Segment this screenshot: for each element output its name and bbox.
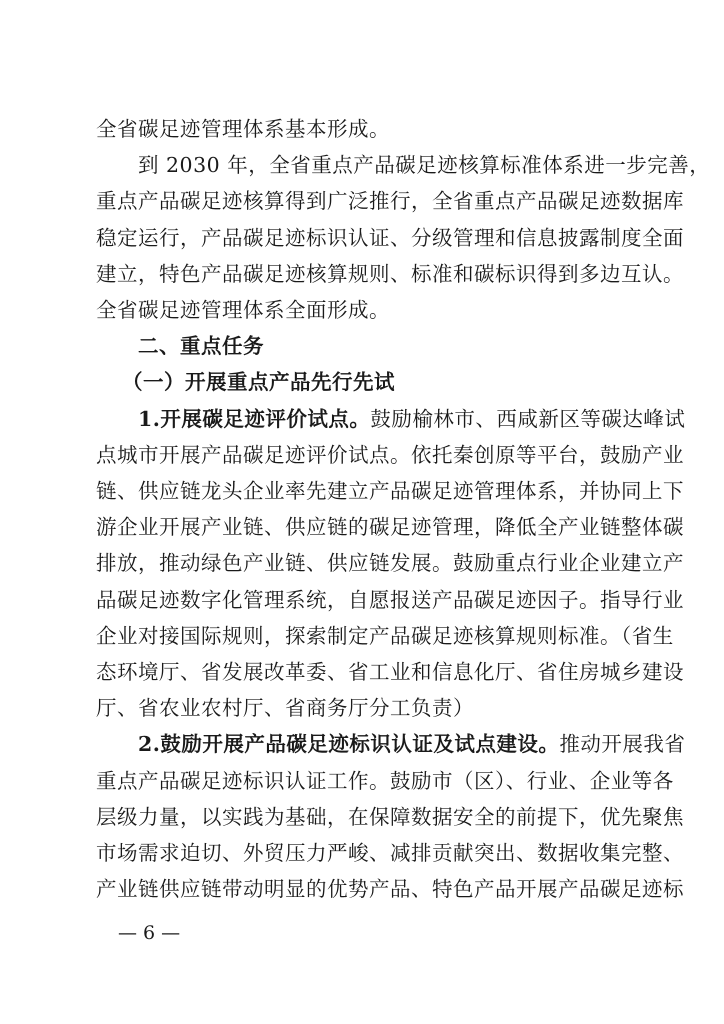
section-heading: 二、重点任务 — [138, 334, 264, 359]
paragraph-line: 稳定运行，产品碳足迹标识认证、分级管理和信息披露制度全面 — [96, 225, 684, 250]
subsection-heading: （一）开展重点产品先行先试 — [122, 370, 395, 395]
paragraph-line: 链、供应链龙头企业率先建立产品碳足迹管理体系，并协同上下 — [96, 479, 684, 503]
item-1-text: 鼓励榆林市、西咸新区等碳达峰试 — [370, 406, 686, 431]
paragraph-line: 排放，推动绿色产业链、供应链发展。鼓励重点行业企业建立产 — [96, 551, 684, 576]
item-1-first-line — [138, 399, 686, 439]
paragraph-line: 重点产品碳足迹标识认证工作。鼓励市（区）、行业、企业等各 — [96, 768, 674, 793]
paragraph-line: 品碳足迹数字化管理系统，自愿报送产品碳足迹因子。指导行业 — [96, 587, 684, 612]
paragraph-line: 全省碳足迹管理体系全面形成。 — [96, 298, 390, 322]
paragraph-line: 到 2030 年，全省重点产品碳足迹核算标准体系进一步完善， — [138, 153, 711, 178]
paragraph-line: 建立，特色产品碳足迹核算规则、标准和碳标识得到多边互认。 — [96, 261, 684, 286]
paragraph-line: 产业链供应链带动明显的优势产品、特色产品开展产品碳足迹标 — [96, 877, 684, 902]
paragraph-line: 全省碳足迹管理体系基本形成。 — [96, 117, 390, 141]
paragraph-line: 游企业开展产业链、供应链的碳足迹管理，降低全产业链整体碳 — [96, 515, 684, 540]
item-1-title: 1.开展碳足迹评价试点。 — [138, 406, 371, 431]
item-2-title: 2.鼓励开展产品碳足迹标识认证及试点建设。 — [138, 732, 560, 757]
paragraph-line: 层级力量，以实践为基础，在保障数据安全的前提下，优先聚焦 — [96, 804, 684, 829]
paragraph-line: 点城市开展产品碳足迹评价试点。依托秦创原等平台，鼓励产业 — [96, 442, 684, 467]
item-2-first-line — [138, 724, 686, 764]
page-number: — 6 — — [118, 922, 181, 944]
paragraph-line: 厅、省农业农村厅、省商务厅分工负责） — [96, 696, 474, 721]
paragraph-line: 重点产品碳足迹核算得到广泛推行，全省重点产品碳足迹数据库 — [96, 189, 684, 214]
paragraph-line: 企业对接国际规则，探索制定产品碳足迹核算规则标准。（省生 — [96, 623, 674, 648]
paragraph-line: 市场需求迫切、外贸压力严峻、减排贡献突出、数据收集完整、 — [96, 841, 684, 865]
item-2-text: 推动开展我省 — [559, 732, 686, 757]
paragraph-line: 态环境厅、省发展改革委、省工业和信息化厅、省住房城乡建设 — [96, 660, 684, 684]
